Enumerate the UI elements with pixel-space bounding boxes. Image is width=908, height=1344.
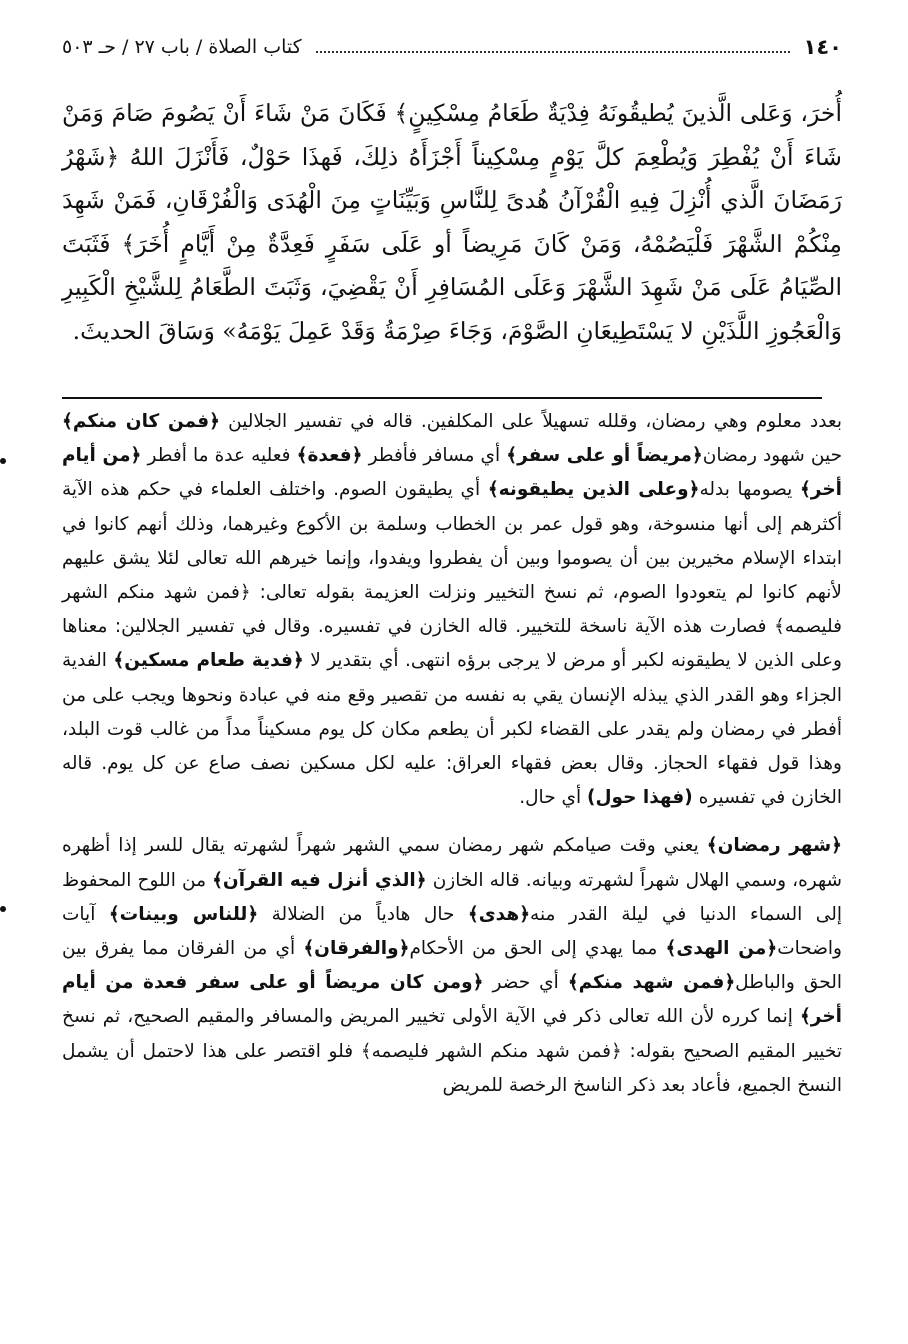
commentary-text: فصارت هذه الآية ناسخة للتخيير. قاله الخازن في تفسيره. وقال في تفسير الجلالين: معناها وعلى الذين لا يطيقونه لكبر أو مرض لا يرجى برؤه انتهى. أي بتقدير لا (62, 616, 842, 672)
page-header (62, 30, 842, 64)
commentary (62, 405, 842, 1103)
commentary-text: أي من الفرقان مما يفرق بين الحق والباطل (62, 938, 842, 994)
quoted-verse: ﴿من الهدى﴾ (665, 938, 778, 960)
margin-mark (0, 906, 6, 912)
quoted-verse: ﴿الذي أنزل فيه القرآن﴾ (212, 869, 427, 891)
commentary-paragraph-1 (62, 405, 842, 815)
commentary-text: أي يطيقون الصوم. واختلف العلماء في حكم هذه الآية أكثرهم إلى أنها منسوخة، وهو قول عمر بن الخطاب وسلمة بن الأكوع وغيرهما، وذلك أنهم كانوا في ابتداء الإسلام مخيرين بين أن يصوموا وبين أن يفطروا ويفدوا، وإنما خيرهم الله تعالى لئلا يشق عليهم لأنهم كانوا لم يتعودوا الصوم، ثم نسخ التخيير ونزلت العزيمة بقوله تعالى: (62, 479, 842, 604)
quoted-verse: ﴿مريضاً أو على سفر﴾ (506, 445, 703, 467)
quoted-verse: ﴿فدية طعام مسكين﴾ (113, 650, 304, 672)
quoted-verse: ﴿والفرقان﴾ (303, 938, 410, 960)
commentary-text: الفدية الجزاء وهو القدر الذي يبذله الإنسان يقي به نفسه من تقصير وقع منه في عبادة ونحوها ويجب على من أفطر في رمضان ولم يقدر على القضاء لكبر أن يطعم مكان كل يوم مسكيناً مداً من غالب قوت البلد، وهذا قول فقهاء الحجاز. وقال بعض فقهاء العراق: عليه لكل مسكين نصف صاع عن كل يوم. قاله الخازن في تفسيره (62, 650, 842, 809)
commentary-text: ﴿فمن شهد منكم الشهر فليصمه﴾ (62, 582, 842, 638)
commentary-text: أي حضر (483, 972, 568, 994)
commentary-text: فلو اقتصر على هذا لاحتمل أن يشمل النسخ الجميع، فأعاد بعد ذكر الناسخ الرخصة للمريض (62, 1040, 842, 1096)
quoted-verse: ﴿فمن كان منكم﴾ (62, 411, 220, 432)
running-title: كتاب الصلاة / باب ٢٧ / حـ ٥٠٣ (62, 36, 302, 58)
commentary-text: يصومها بدله (699, 479, 800, 501)
quoted-verse: ﴿ومن كان مريضاً أو على سفر فعدة من أيام أخر﴾ (62, 972, 842, 1028)
quoted-verse: ﴿للناس وبينات﴾ (108, 903, 259, 925)
header-dot-leader (316, 41, 790, 53)
commentary-paragraph-2 (62, 829, 842, 1103)
quoted-verse: ﴿وعلى الذين يطيقونه﴾ (487, 479, 700, 501)
commentary-text: آيات واضحات (62, 903, 842, 960)
commentary-text: أي مسافر فأفطر (362, 445, 507, 467)
commentary-text: حال هادياً من الضلالة (258, 903, 468, 925)
commentary-text: مما يهدي إلى الحق من الأحكام (409, 938, 666, 960)
quoted-verse: (فهذا حول) (587, 787, 693, 809)
quoted-verse: ﴿من أيام أخر﴾ (62, 445, 842, 501)
quoted-verse: ﴿فمن شهد منكم﴾ (567, 972, 736, 994)
commentary-text: يعني وقت صيامكم شهر رمضان سمي الشهر شهراً لشهرته يقال للسر إذا أظهره شهره، وسمي الهلال شهراً لشهرته وبيانه. قاله الخازن (62, 835, 842, 891)
commentary-text: فعليه عدة ما أفطر (141, 445, 297, 467)
hadith-text (62, 92, 842, 353)
page-number: ١٤٠ (803, 35, 842, 59)
commentary-text: من اللوح المحفوظ إلى السماء الدنيا في ليلة القدر منه (62, 869, 842, 925)
hadith-paragraph: أُخرَ، وَعَلى الَّذينَ يُطيقُونَهُ فِدْيَةٌ طَعَامُ مِسْكِينٍ﴾ فَكَانَ مَنْ شَاءَ أَنْ يَصُومَ صَامَ وَمَنْ شَاءَ أَنْ يُفْطِرَ وَيُطْعِمَ كلَّ يَوْمٍ مِسْكِيناً أَجْزَأَهُ ذلِكَ، فَهذَا حَوْلٌ، فَأَنْزَلَ اللهُ ﴿شَهْرُ رَمَضَانَ الَّذي أُنْزِلَ فِيهِ الْقُرْآنُ هُدىً لِلنَّاسِ وَبَيِّنَاتٍ مِنَ الْهُدَى وَالْفُرْقَانِ، فَمَنْ شَهِدَ مِنْكُمْ الشَّهْرَ فَلْيَصُمْهُ، وَمَنْ كَانَ مَرِيضاً أو عَلَى سَفَرٍ فَعِدَّةٌ مِنْ أَيَّامٍ أُخَرَ﴾ فَثَبَتَ الصِّيَامُ عَلَى مَنْ شَهِدَ الشَّهْرَ وَعَلَى المُسَافِرِ أَنْ يَقْضِيَ، وَثَبَتَ الطَّعَامُ لِلشَّيْخِ الْكَبِيرِ وَالْعَجُوزِ اللَّذَيْنِ لا يَسْتَطِيعَانِ الصَّوْمَ، وَجَاءَ صِرْمَةُ وَقَدْ عَمِلَ يَوْمَهُ» وَسَاقَ الحديثَ. (62, 99, 842, 345)
commentary-text: حين شهود رمضان (702, 445, 843, 467)
quoted-verse: ﴿شهر رمضان﴾ (706, 835, 843, 857)
quoted-verse: ﴿فعدة﴾ (296, 445, 363, 467)
footnote-divider (62, 397, 822, 399)
commentary-text: ﴿فمن شهد منكم الشهر فليصمه﴾ (360, 1040, 622, 1062)
quoted-verse: ﴿هدى﴾ (467, 903, 531, 925)
commentary-text: إنما كرره لأن الله تعالى ذكر في الآية الأولى تخيير المريض والمسافر والمقيم الصحيح، ثم نسخ تخيير المقيم الصحيح بقوله: (62, 1006, 842, 1062)
commentary-text: بعدد معلوم وهي رمضان، وقلله تسهيلاً على المكلفين. قاله في تفسير الجلالين (220, 411, 842, 432)
commentary-text: أي حال. (519, 787, 588, 809)
margin-mark (0, 458, 6, 464)
